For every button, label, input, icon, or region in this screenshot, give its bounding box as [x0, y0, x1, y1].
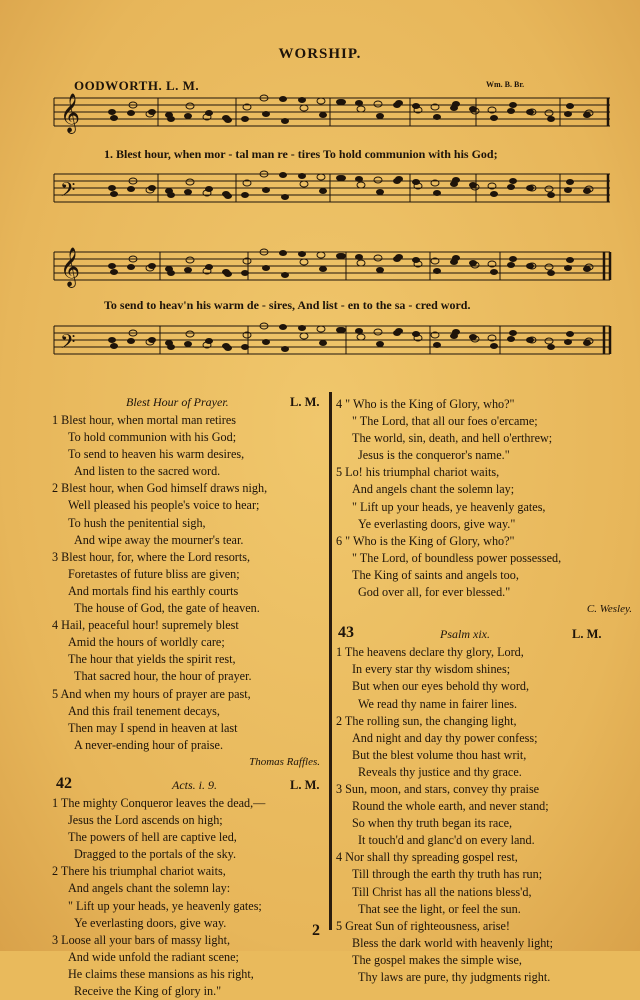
- note-head: [184, 189, 192, 195]
- note-head: [300, 333, 308, 339]
- hymn-43-line: Thy laws are pure, thy judgments right.: [358, 970, 551, 984]
- score-lyric-line-2: To send to heav'n his warm de - sires, And list - en to the sa - cred word.: [104, 298, 471, 312]
- note-head: [526, 109, 534, 115]
- note-head: [319, 112, 327, 118]
- hymn-42-line: 1 The mighty Conqueror leaves the dead,—: [52, 795, 266, 810]
- hymn-42-line: And wide unfold the radiant scene;: [68, 949, 239, 964]
- hymn-42-cont-line: The world, sin, death, and hell o'erthrew;: [352, 431, 553, 446]
- note-head: [374, 329, 382, 335]
- note-head: [298, 325, 306, 331]
- treble-clef-icon: 𝄞: [60, 93, 81, 133]
- note-head: [583, 266, 591, 272]
- note-head: [545, 186, 553, 192]
- hymn-41-line: Then may I spend in heaven at last: [68, 720, 238, 735]
- note-head: [186, 103, 194, 109]
- note-head: [317, 326, 325, 332]
- hymn-42-cont-line: And angels chant the solemn lay;: [352, 482, 515, 497]
- note-head: [262, 339, 270, 345]
- hymn-43-line: In every star thy wisdom shines;: [352, 662, 511, 677]
- note-head: [509, 102, 517, 108]
- note-head: [507, 184, 515, 190]
- note-head: [281, 194, 289, 200]
- hymn-41-line: And this frail tenement decays,: [68, 703, 220, 718]
- note-head: [452, 177, 460, 183]
- note-head: [108, 263, 116, 269]
- note-head: [300, 105, 308, 111]
- hymn-41-author: Thomas Raffles.: [249, 755, 320, 768]
- hymn-43-line: It touch'd and glanc'd on every land.: [358, 833, 535, 848]
- note-head: [357, 182, 365, 188]
- hymn-42-title: Acts. i. 9.: [172, 777, 217, 792]
- note-head: [148, 109, 156, 115]
- column-divider: [329, 392, 332, 930]
- note-head: [433, 268, 441, 274]
- note-head: [412, 179, 420, 185]
- note-head: [127, 186, 135, 192]
- page-header: WORSHIP.: [278, 46, 362, 62]
- hymn-43-line: 4 Nor shall thy spreading gospel rest,: [336, 850, 518, 865]
- note-head: [547, 270, 555, 276]
- note-head: [338, 99, 346, 105]
- hymn-42-line: Dragged to the portals of the sky.: [74, 847, 237, 862]
- note-head: [566, 331, 574, 337]
- hymn-42-cont-line: 4 " Who is the King of Glory, who?": [336, 397, 515, 411]
- hymn-43-line: Till Christ has all the nations bless'd,: [352, 884, 532, 899]
- note-head: [452, 329, 460, 335]
- note-head: [338, 175, 346, 181]
- hymn-42-cont-line: Jesus is the conqueror's name.": [358, 448, 510, 463]
- hymn-43-line: 1 The heavens declare thy glory, Lord,: [336, 645, 524, 660]
- hymn-41-line: 1 Blest hour, when mortal man retires: [52, 413, 236, 427]
- note-head: [357, 334, 365, 340]
- hymn-43-line: That see the light, or feel the sun.: [358, 901, 521, 916]
- hymn-42-continued-verses: [336, 396, 636, 601]
- note-head: [281, 346, 289, 352]
- bass-clef-icon: 𝄢: [60, 330, 76, 358]
- note-head: [357, 260, 365, 266]
- hymn-43-title: Psalm xix.: [440, 627, 490, 642]
- note-head: [127, 338, 135, 344]
- hymn-43-line: We read thy name in fairer lines.: [358, 696, 518, 711]
- note-head: [108, 337, 116, 343]
- note-head: [110, 343, 118, 349]
- note-head: [469, 182, 477, 188]
- note-head: [452, 255, 460, 261]
- hymn-41-line: Well pleased his people's voice to hear;: [68, 498, 260, 513]
- note-head: [224, 117, 232, 123]
- note-head: [319, 188, 327, 194]
- note-head: [241, 270, 249, 276]
- note-head: [279, 324, 287, 330]
- score-lyric-line-1: 1. Blest hour, when mor - tal man re - tires To hold communion with his God;: [104, 147, 498, 161]
- hymn-41-line: A never-ending hour of praise.: [74, 737, 224, 752]
- hymn-42-line: And angels chant the solemn lay:: [68, 881, 231, 896]
- note-head: [300, 259, 308, 265]
- note-head: [167, 270, 175, 276]
- note-head: [374, 177, 382, 183]
- hymn-43-verses: [336, 644, 636, 986]
- note-head: [205, 338, 213, 344]
- note-head: [281, 272, 289, 278]
- note-head: [355, 176, 363, 182]
- note-head: [279, 250, 287, 256]
- note-head: [452, 101, 460, 107]
- note-head: [547, 344, 555, 350]
- note-head: [186, 257, 194, 263]
- note-head: [507, 108, 515, 114]
- note-head: [469, 334, 477, 340]
- note-head: [127, 110, 135, 116]
- note-head: [184, 341, 192, 347]
- hymn-43-header: [336, 624, 636, 644]
- note-head: [186, 179, 194, 185]
- note-head: [241, 344, 249, 350]
- note-head: [205, 264, 213, 270]
- note-head: [545, 338, 553, 344]
- note-head: [108, 185, 116, 191]
- note-head: [526, 263, 534, 269]
- note-head: [205, 186, 213, 192]
- hymn-43-meter: L. M.: [572, 627, 602, 642]
- note-head: [224, 345, 232, 351]
- note-head: [110, 269, 118, 275]
- note-head: [490, 343, 498, 349]
- hymn-41-line: And wipe away the mourner's tear.: [74, 532, 244, 547]
- hymn-41-line: And listen to the sacred word.: [74, 464, 221, 479]
- note-head: [583, 188, 591, 194]
- treble-clef-icon: 𝄞: [60, 247, 81, 287]
- hymn-42-header: [52, 775, 324, 795]
- hymn-42-cont-line: 6 " Who is the King of Glory, who?": [336, 533, 515, 548]
- note-head: [167, 192, 175, 198]
- note-head: [300, 181, 308, 187]
- hymn-43-line: Till through the earth thy truth has run;: [352, 867, 543, 882]
- hymn-42-cont-line: 5 Lo! his triumphal chariot waits,: [336, 465, 500, 480]
- hymn-42-author: C. Wesley.: [586, 603, 632, 616]
- hymn-42-number: 42: [56, 774, 72, 792]
- page-number: 2: [312, 922, 320, 939]
- note-head: [279, 96, 287, 102]
- hymn-43-line: 5 Great Sun of righteousness, arise!: [336, 918, 510, 933]
- hymn-42-line: " Lift up your heads, ye heavenly gates;: [68, 898, 262, 913]
- note-head: [583, 112, 591, 118]
- note-head: [317, 252, 325, 258]
- hymn-42-cont-line: Ye everlasting doors, give way.": [358, 516, 516, 531]
- note-head: [412, 257, 420, 263]
- note-head: [490, 115, 498, 121]
- note-head: [433, 190, 441, 196]
- note-head: [355, 328, 363, 334]
- hymn-42-cont-line: " The Lord, that all our foes o'ercame;: [352, 414, 538, 429]
- note-head: [148, 337, 156, 343]
- note-head: [564, 187, 572, 193]
- note-head: [186, 331, 194, 337]
- note-head: [184, 113, 192, 119]
- hymn-41-line: Amid the hours of worldly care;: [68, 635, 225, 650]
- hymn-41-line: Foretastes of future bliss are given;: [68, 566, 240, 581]
- note-head: [262, 111, 270, 117]
- note-head: [317, 174, 325, 180]
- note-head: [395, 176, 403, 182]
- note-head: [395, 254, 403, 260]
- note-head: [298, 251, 306, 257]
- hymn-43-line: And night and day thy power confess;: [352, 730, 538, 745]
- note-head: [490, 269, 498, 275]
- hymn-41-line: To hush the penitential sigh,: [68, 515, 206, 530]
- note-head: [338, 327, 346, 333]
- note-head: [167, 116, 175, 122]
- note-head: [412, 331, 420, 337]
- note-head: [127, 264, 135, 270]
- note-head: [564, 339, 572, 345]
- hymn-41-line: 4 Hail, peaceful hour! supremely blest: [52, 618, 239, 633]
- note-head: [509, 256, 517, 262]
- note-head: [298, 173, 306, 179]
- note-head: [319, 340, 327, 346]
- note-head: [376, 113, 384, 119]
- hymn-43-line: But when our eyes behold thy word,: [352, 679, 530, 694]
- hymn-41-header: [52, 392, 324, 412]
- note-head: [184, 267, 192, 273]
- note-head: [357, 106, 365, 112]
- note-head: [547, 116, 555, 122]
- note-head: [281, 118, 289, 124]
- hymn-43-line: Bless the dark world with heavenly light;: [352, 935, 554, 950]
- note-head: [566, 179, 574, 185]
- note-head: [241, 192, 249, 198]
- hymn-42-cont-line: The King of saints and angels too,: [352, 567, 519, 582]
- note-head: [319, 266, 327, 272]
- hymn-41-line: That sacred hour, the hour of prayer.: [74, 669, 252, 684]
- hymn-42-cont-line: " Lift up your heads, ye heavenly gates,: [352, 499, 546, 514]
- hymn-41-line: To hold communion with his God;: [68, 430, 237, 445]
- note-head: [108, 109, 116, 115]
- note-head: [224, 271, 232, 277]
- note-head: [469, 260, 477, 266]
- hymn-42-meter: L. M.: [290, 777, 320, 792]
- note-head: [338, 253, 346, 259]
- note-head: [395, 328, 403, 334]
- note-head: [317, 98, 325, 104]
- note-head: [583, 340, 591, 346]
- note-head: [507, 336, 515, 342]
- note-head: [148, 263, 156, 269]
- note-head: [110, 191, 118, 197]
- note-head: [110, 115, 118, 121]
- hymn-42-cont-line: God over all, for ever blessed.": [358, 585, 511, 600]
- hymn-43-line: Reveals thy justice and thy grace.: [358, 764, 522, 779]
- note-head: [374, 101, 382, 107]
- note-head: [469, 106, 477, 112]
- note-head: [566, 257, 574, 263]
- hymn-41-line: To send to heaven his warm desires,: [68, 447, 245, 462]
- note-head: [355, 254, 363, 260]
- note-head: [148, 185, 156, 191]
- hymn-41-title: Blest Hour of Prayer.: [126, 395, 229, 409]
- note-head: [355, 100, 363, 106]
- note-head: [507, 262, 515, 268]
- note-head: [566, 103, 574, 109]
- note-head: [564, 111, 572, 117]
- note-head: [509, 178, 517, 184]
- note-head: [167, 344, 175, 350]
- note-head: [279, 172, 287, 178]
- note-head: [526, 185, 534, 191]
- note-head: [224, 193, 232, 199]
- left-column: [52, 392, 324, 1000]
- right-column: [336, 396, 636, 986]
- hymn-41-line: The house of God, the gate of heaven.: [74, 601, 260, 616]
- tune-composer: Wm. B. Br.: [486, 80, 525, 89]
- note-head: [509, 330, 517, 336]
- hymn-41-line: 2 Blest hour, when God himself draws nigh,: [52, 481, 268, 496]
- hymn-42-line: 3 Loose all your bars of massy light,: [52, 932, 231, 947]
- note-head: [490, 191, 498, 197]
- hymn-42-line: Receive the King of glory in.": [74, 984, 222, 998]
- note-head: [564, 265, 572, 271]
- hymn-42-cont-line: " The Lord, of boundless power possessed,: [352, 550, 562, 565]
- hymn-43-line: Round the whole earth, and never stand;: [352, 799, 549, 814]
- note-head: [262, 265, 270, 271]
- bass-clef-icon: 𝄢: [60, 178, 76, 206]
- hymn-42-line: He claims these mansions as his right,: [68, 966, 254, 981]
- hymn-41-line: The hour that yields the spirit rest,: [68, 652, 236, 667]
- note-head: [262, 187, 270, 193]
- note-head: [298, 97, 306, 103]
- tune-name: OODWORTH. L. M.: [74, 78, 200, 93]
- hymn-43-line: The gospel makes the simple wise,: [352, 952, 522, 967]
- note-head: [545, 110, 553, 116]
- note-head: [376, 189, 384, 195]
- hymn-41-meter: L. M.: [290, 395, 320, 409]
- note-head: [433, 114, 441, 120]
- note-head: [205, 110, 213, 116]
- note-head: [545, 264, 553, 270]
- hymn-42-line: The powers of hell are captive led,: [68, 830, 237, 845]
- hymn-42-line: Ye everlasting doors, give way.: [74, 915, 227, 930]
- hymn-41-line: 3 Blest hour, for, where the Lord resorts,: [52, 549, 251, 564]
- music-score: [0, 0, 640, 400]
- note-head: [412, 103, 420, 109]
- note-head: [526, 337, 534, 343]
- note-head: [376, 341, 384, 347]
- note-head: [374, 255, 382, 261]
- hymn-41-verses: [52, 412, 324, 754]
- hymn-41-line: And mortals find his earthly courts: [68, 583, 239, 598]
- note-head: [433, 342, 441, 348]
- hymn-41-line: 5 And when my hours of prayer are past,: [52, 686, 251, 701]
- hymn-42-line: Jesus the Lord ascends on high;: [68, 813, 223, 828]
- note-head: [395, 100, 403, 106]
- hymn-43-number: 43: [338, 624, 354, 642]
- note-head: [376, 267, 384, 273]
- hymn-42-line: 2 There his triumphal chariot waits,: [52, 864, 226, 879]
- note-head: [241, 116, 249, 122]
- hymn-43-line: 3 Sun, moon, and stars, convey thy praise: [336, 781, 540, 796]
- hymn-43-line: So when thy truth began its race,: [352, 816, 513, 831]
- note-head: [547, 192, 555, 198]
- hymn-43-line: But the blest volume thou hast writ,: [352, 747, 527, 762]
- hymn-42-verses: [52, 795, 324, 1000]
- hymn-43-line: 2 The rolling sun, the changing light,: [336, 713, 517, 728]
